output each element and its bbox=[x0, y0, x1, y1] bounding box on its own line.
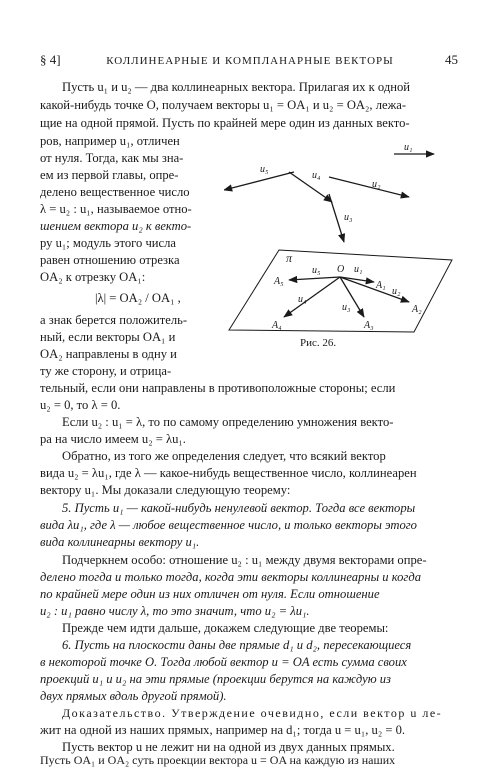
vector-OA5 bbox=[289, 277, 340, 280]
label-u2: u₂ bbox=[372, 179, 381, 190]
label-u2-lower: u₂ bbox=[392, 286, 401, 297]
text-line: ра на число имеем u₂ = λu₁. bbox=[40, 432, 186, 446]
text-line: равен отношению отрезка bbox=[40, 253, 180, 267]
label-A3: A₃ bbox=[364, 320, 374, 331]
text-line: OA₂ к отрезку OA₁: bbox=[40, 270, 146, 284]
text-line: Пусть вектор u не лежит ни на одной из двух данных прямых. bbox=[62, 740, 395, 754]
text-line: Пусть u₁ и u₂ — два коллинеарных вектора. Прилагая их к одной bbox=[62, 80, 411, 94]
text-line: u₂ : u₁ равно числу λ, то это значит, что u₂ = λu₁. bbox=[40, 604, 310, 618]
text-line: тельный, если они направлены в противоположные стороны; если bbox=[40, 381, 396, 395]
vector-OA4 bbox=[284, 277, 340, 317]
vector-u3 bbox=[329, 194, 344, 242]
theorem-line: вида λu₁, где λ — любое вещественное число, и только векторы этого bbox=[40, 518, 417, 532]
label-u1: u₁ bbox=[404, 142, 413, 153]
label-u5: u₅ bbox=[260, 164, 269, 175]
text-line: делено вещественное число bbox=[40, 185, 190, 199]
label-u1-lower: u₁ bbox=[354, 264, 363, 275]
text-line: по крайней мере один из них отличен от нуля. Если отношение bbox=[40, 587, 380, 601]
text-line: λ = u₂ : u₁, называемое отно- bbox=[40, 202, 192, 216]
text-line: жит на одной из наших прямых, например на d₁; тогда u = u₁, u₂ = 0. bbox=[40, 723, 406, 737]
theorem-line: 5. Пусть u₁ — какой-нибудь ненулевой вектор. Тогда все векторы bbox=[62, 501, 416, 515]
text-line: u₂ = 0, то λ = 0. bbox=[40, 398, 121, 412]
text-line: делено тогда и только тогда, когда эти векторы коллинеарны и когда bbox=[40, 570, 421, 584]
page-number: 45 bbox=[445, 52, 458, 67]
theorem-line: в некоторой точке O. Тогда любой вектор u = OA есть сумма своих bbox=[40, 655, 407, 669]
text-line: щие на одной прямой. Пусть по крайней мере один из данных векто- bbox=[40, 116, 410, 130]
text-line: ту же сторону, и отрицa- bbox=[40, 364, 172, 378]
text-line: Обратно, из того же определения следует, что всякий вектор bbox=[62, 449, 386, 463]
section-marker: § 4] bbox=[40, 52, 61, 67]
proof-line: Доказательство. Утверждение очевидно, если вектор u ле- bbox=[62, 706, 443, 720]
vector-u5 bbox=[224, 172, 294, 190]
text-line: ный, если векторы OA₁ и bbox=[40, 330, 176, 344]
text-line: а знак берется положитель- bbox=[40, 313, 188, 327]
label-u3-lower: u₃ bbox=[342, 302, 351, 313]
text-line: Если u₂ : u₁ = λ, то по самому определению умножения векто- bbox=[62, 415, 394, 429]
text-line: от нуля. Тогда, как мы зна- bbox=[40, 151, 184, 165]
theorem-line: 6. Пусть на плоскости даны две прямые d₁ и d₂, пересекающиеся bbox=[62, 638, 412, 652]
label-A2: A₂ bbox=[412, 304, 422, 315]
text-line: какой-нибудь точке O, получаем векторы u₁ = OA₁ и u₂ = OA₂, лежа- bbox=[40, 98, 407, 112]
figure-26 bbox=[224, 142, 464, 372]
vector-u4 bbox=[289, 172, 332, 202]
vector-u2 bbox=[329, 177, 409, 197]
text-line: шением вектора u₂ к векто- bbox=[40, 219, 192, 233]
text-line: вектору u₁. Мы доказали следующую теорему: bbox=[40, 483, 291, 497]
label-u3: u₃ bbox=[344, 212, 353, 223]
label-O: O bbox=[337, 264, 345, 275]
plane-pi bbox=[229, 250, 452, 332]
label-u4: u₄ bbox=[312, 170, 321, 181]
running-title: КОЛЛИНЕАРНЫЕ И КОМПЛАНАРНЫЕ ВЕКТОРЫ bbox=[106, 55, 394, 67]
text-line: ру u₁; модуль этого числа bbox=[40, 236, 177, 250]
label-u5-lower: u₅ bbox=[312, 265, 321, 276]
label-A5: A₅ bbox=[274, 276, 284, 287]
theorem-line: проекций u₁ и u₂ на эти прямые (проекции берутся на каждую из bbox=[40, 672, 391, 686]
text-line: вида u₂ = λu₁, где λ — какое-нибудь вещественное число, коллинеарен bbox=[40, 466, 417, 480]
label-u4-lower: u₄ bbox=[298, 294, 307, 305]
text-line: ем из первой главы, опре- bbox=[40, 168, 179, 182]
text-line: Прежде чем идти дальше, докажем следующие две теоремы: bbox=[62, 621, 389, 635]
label-A4: A₄ bbox=[272, 320, 282, 331]
text-line: Подчеркнем особо: отношение u₂ : u₁ между двумя векторами опре- bbox=[62, 553, 427, 567]
theorem-line: двух прямых вдоль другой прямой). bbox=[40, 689, 227, 703]
formula: |λ| = OA₂ / OA₁ , bbox=[95, 291, 181, 305]
text-line: ров, например u₁, отличен bbox=[40, 134, 180, 148]
label-A1: A₁ bbox=[376, 280, 386, 291]
label-pi: π bbox=[286, 251, 293, 265]
figure-caption: Рис. 26. bbox=[300, 337, 337, 349]
text-line: OA₂ направлены в одну и bbox=[40, 347, 177, 361]
theorem-line: вида коллинеарны вектору u₁. bbox=[40, 535, 200, 549]
text-line: Пусть OA₁ и OA₂ суть проекции вектора u = OA на каждую из наших bbox=[40, 753, 396, 767]
